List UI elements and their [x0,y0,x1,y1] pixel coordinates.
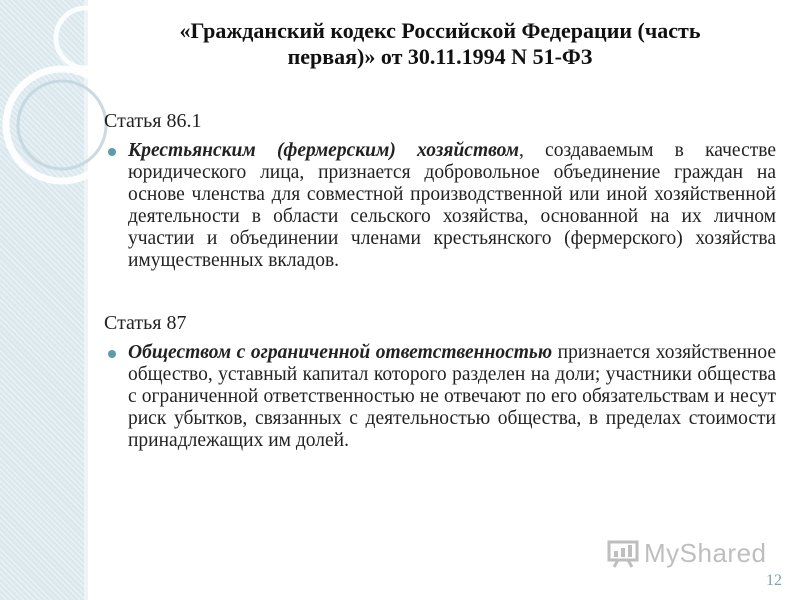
bullet-icon [108,148,116,156]
watermark-text: MyShared [644,537,767,568]
slide-body [104,110,776,452]
defined-term: Крестьянским (фермерским) хозяйством [128,140,519,161]
article-heading: Статья 86.1 [104,110,202,132]
page-number: 12 [766,572,782,589]
defined-term: Обществом с ограниченной ответственностью [128,342,553,363]
watermark [606,538,767,568]
article-heading: Статья 87 [104,312,187,334]
article-87 [104,312,776,452]
slide-title-line-1: «Гражданский кодекс Российской Федерации (часть [179,18,701,43]
presentation-board-icon [606,538,640,568]
article-text: признается хозяйственное общество, уставный капитал которого разделен на доли; участники общества с ограниченной ответственностью не отвечают по его обязательствам и несут риск убытков, связанных с деятельностью общества, в пределах стоимости принадлежащих им долей. [128,342,776,451]
slide-title [100,18,780,70]
bullet-icon [108,350,116,358]
article-paragraph [104,342,776,452]
slide-title-line-2: первая)» от 30.11.1994 N 51-ФЗ [287,44,593,69]
article-paragraph [104,140,776,272]
article-86-1 [104,110,776,272]
article-text: , создаваемым в качестве юридического лица, признается добровольное объединение граждан на основе членства для совместной производственной или иной хозяйственной деятельности в области сельского хозяйства, основанной на их личном участии и объединении членами крестьянского (фермерского) хозяйства имущественных вкладов. [128,140,776,271]
